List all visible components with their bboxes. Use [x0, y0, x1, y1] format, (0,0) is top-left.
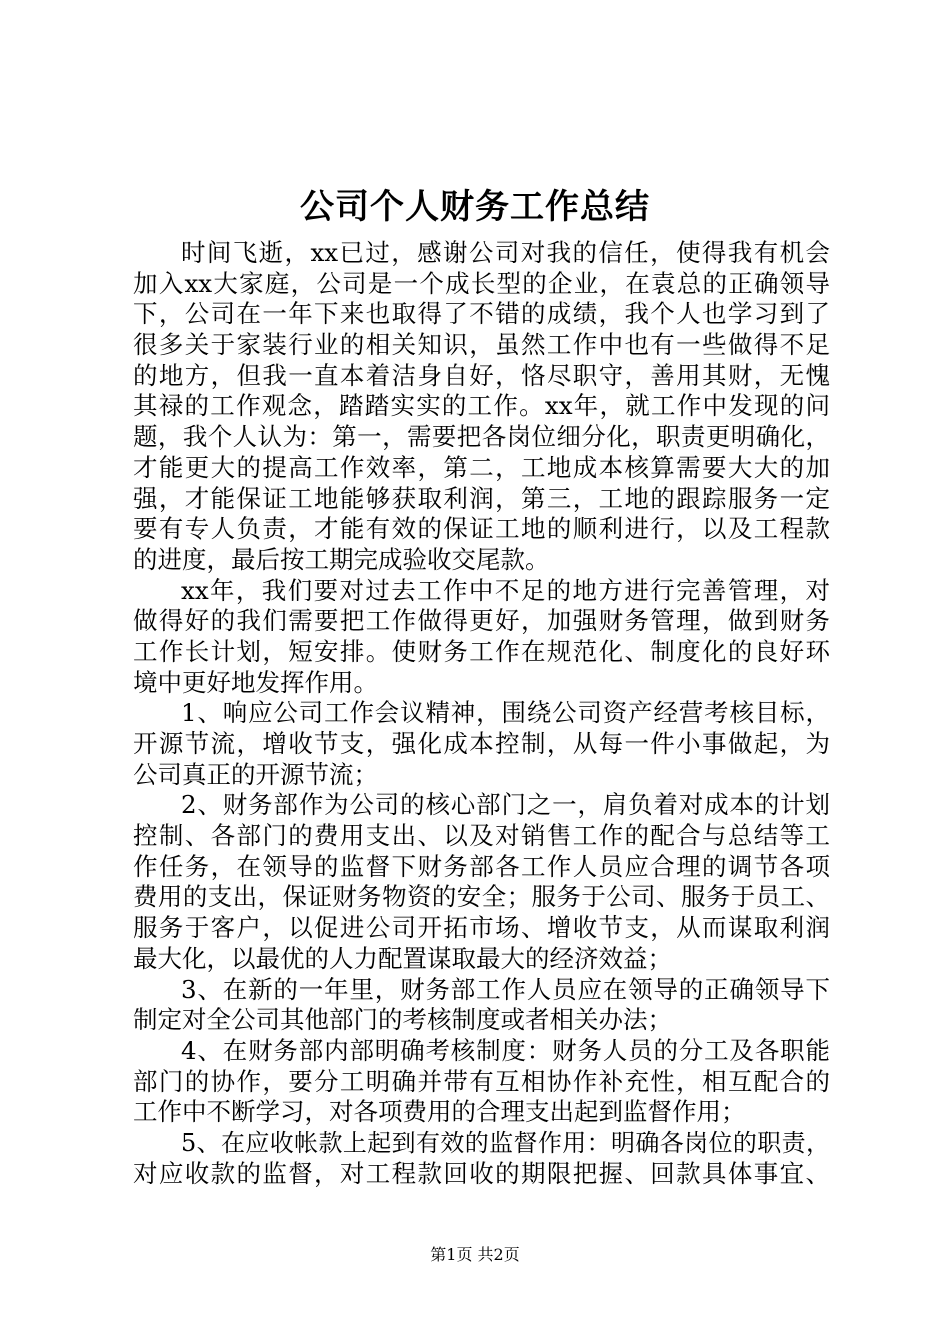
- text-line: 要有专人负责，才能有效的保证工地的顺利进行，以及工程款: [133, 514, 830, 544]
- document-body: [133, 238, 830, 1189]
- text-line: 最大化，以最优的人力配置谋取最大的经济效益；: [133, 943, 672, 973]
- text-line: 4、在财务部内部明确考核制度：财务人员的分工及各职能: [181, 1035, 830, 1065]
- page-footer: 第1页 共2页: [430, 1245, 520, 1264]
- text-line: 控制、各部门的费用支出、以及对销售工作的配合与总结等工: [133, 821, 830, 851]
- text-line: 下，公司在一年下来也取得了不错的成绩，我个人也学习到了: [133, 299, 830, 329]
- text-line: 2、财务部作为公司的核心部门之一，肩负着对成本的计划: [181, 790, 830, 820]
- document-title: 公司个人财务工作总结: [300, 187, 650, 227]
- text-line: 1、响应公司工作会议精神，围绕公司资产经营考核目标，: [181, 698, 830, 728]
- text-line: 很多关于家装行业的相关知识，虽然工作中也有一些做得不足: [133, 330, 830, 360]
- text-line: 服务于客户，以促进公司开拓市场、增收节支，从而谋取利润: [133, 913, 830, 943]
- text-line: 公司真正的开源节流；: [133, 759, 378, 789]
- text-line: 3、在新的一年里，财务部工作人员应在领导的正确领导下: [181, 974, 830, 1004]
- text-line: 费用的支出，保证财务物资的安全；服务于公司、服务于员工、: [133, 882, 830, 912]
- text-line: 开源节流，增收节支，强化成本控制，从每一件小事做起，为: [133, 729, 830, 758]
- text-line: 对应收款的监督，对工程款回收的期限把握、回款具体事宜、: [133, 1158, 830, 1188]
- text-line: 其禄的工作观念，踏踏实实的工作。xx年，就工作中发现的问: [133, 391, 830, 421]
- text-line: 题，我个人认为：第一，需要把各岗位细分化，职责更明确化，: [133, 422, 830, 452]
- text-line: 部门的协作，要分工明确并带有互相协作补充性，相互配合的: [133, 1066, 830, 1096]
- text-line: 强，才能保证工地能够获取利润，第三，工地的跟踪服务一定: [133, 483, 830, 513]
- text-line: 的进度，最后按工期完成验收交尾款。: [133, 544, 550, 574]
- text-line: 才能更大的提高工作效率，第二，工地成本核算需要大大的加: [133, 452, 830, 482]
- text-line: 境中更好地发挥作用。: [133, 667, 378, 697]
- text-line: 的地方，但我一直本着洁身自好，恪尽职守，善用其财，无愧: [133, 360, 830, 390]
- text-line: 制定对全公司其他部门的考核制度或者相关办法；: [133, 1005, 672, 1035]
- text-line: xx年，我们要对过去工作中不足的地方进行完善管理，对: [181, 575, 830, 605]
- text-line: 时间飞逝，xx已过，感谢公司对我的信任，使得我有机会: [181, 238, 830, 267]
- text-line: 5、在应收帐款上起到有效的监督作用：明确各岗位的职责，: [181, 1128, 830, 1157]
- text-line: 作任务，在领导的监督下财务部各工作人员应合理的调节各项: [133, 851, 830, 881]
- text-line: 工作长计划，短安排。使财务工作在规范化、制度化的良好环: [133, 636, 830, 666]
- text-line: 加入xx大家庭，公司是一个成长型的企业，在袁总的正确领导: [133, 268, 830, 298]
- text-line: 做得好的我们需要把工作做得更好，加强财务管理，做到财务: [133, 606, 830, 636]
- text-line: 工作中不断学习，对各项费用的合理支出起到监督作用；: [133, 1097, 746, 1127]
